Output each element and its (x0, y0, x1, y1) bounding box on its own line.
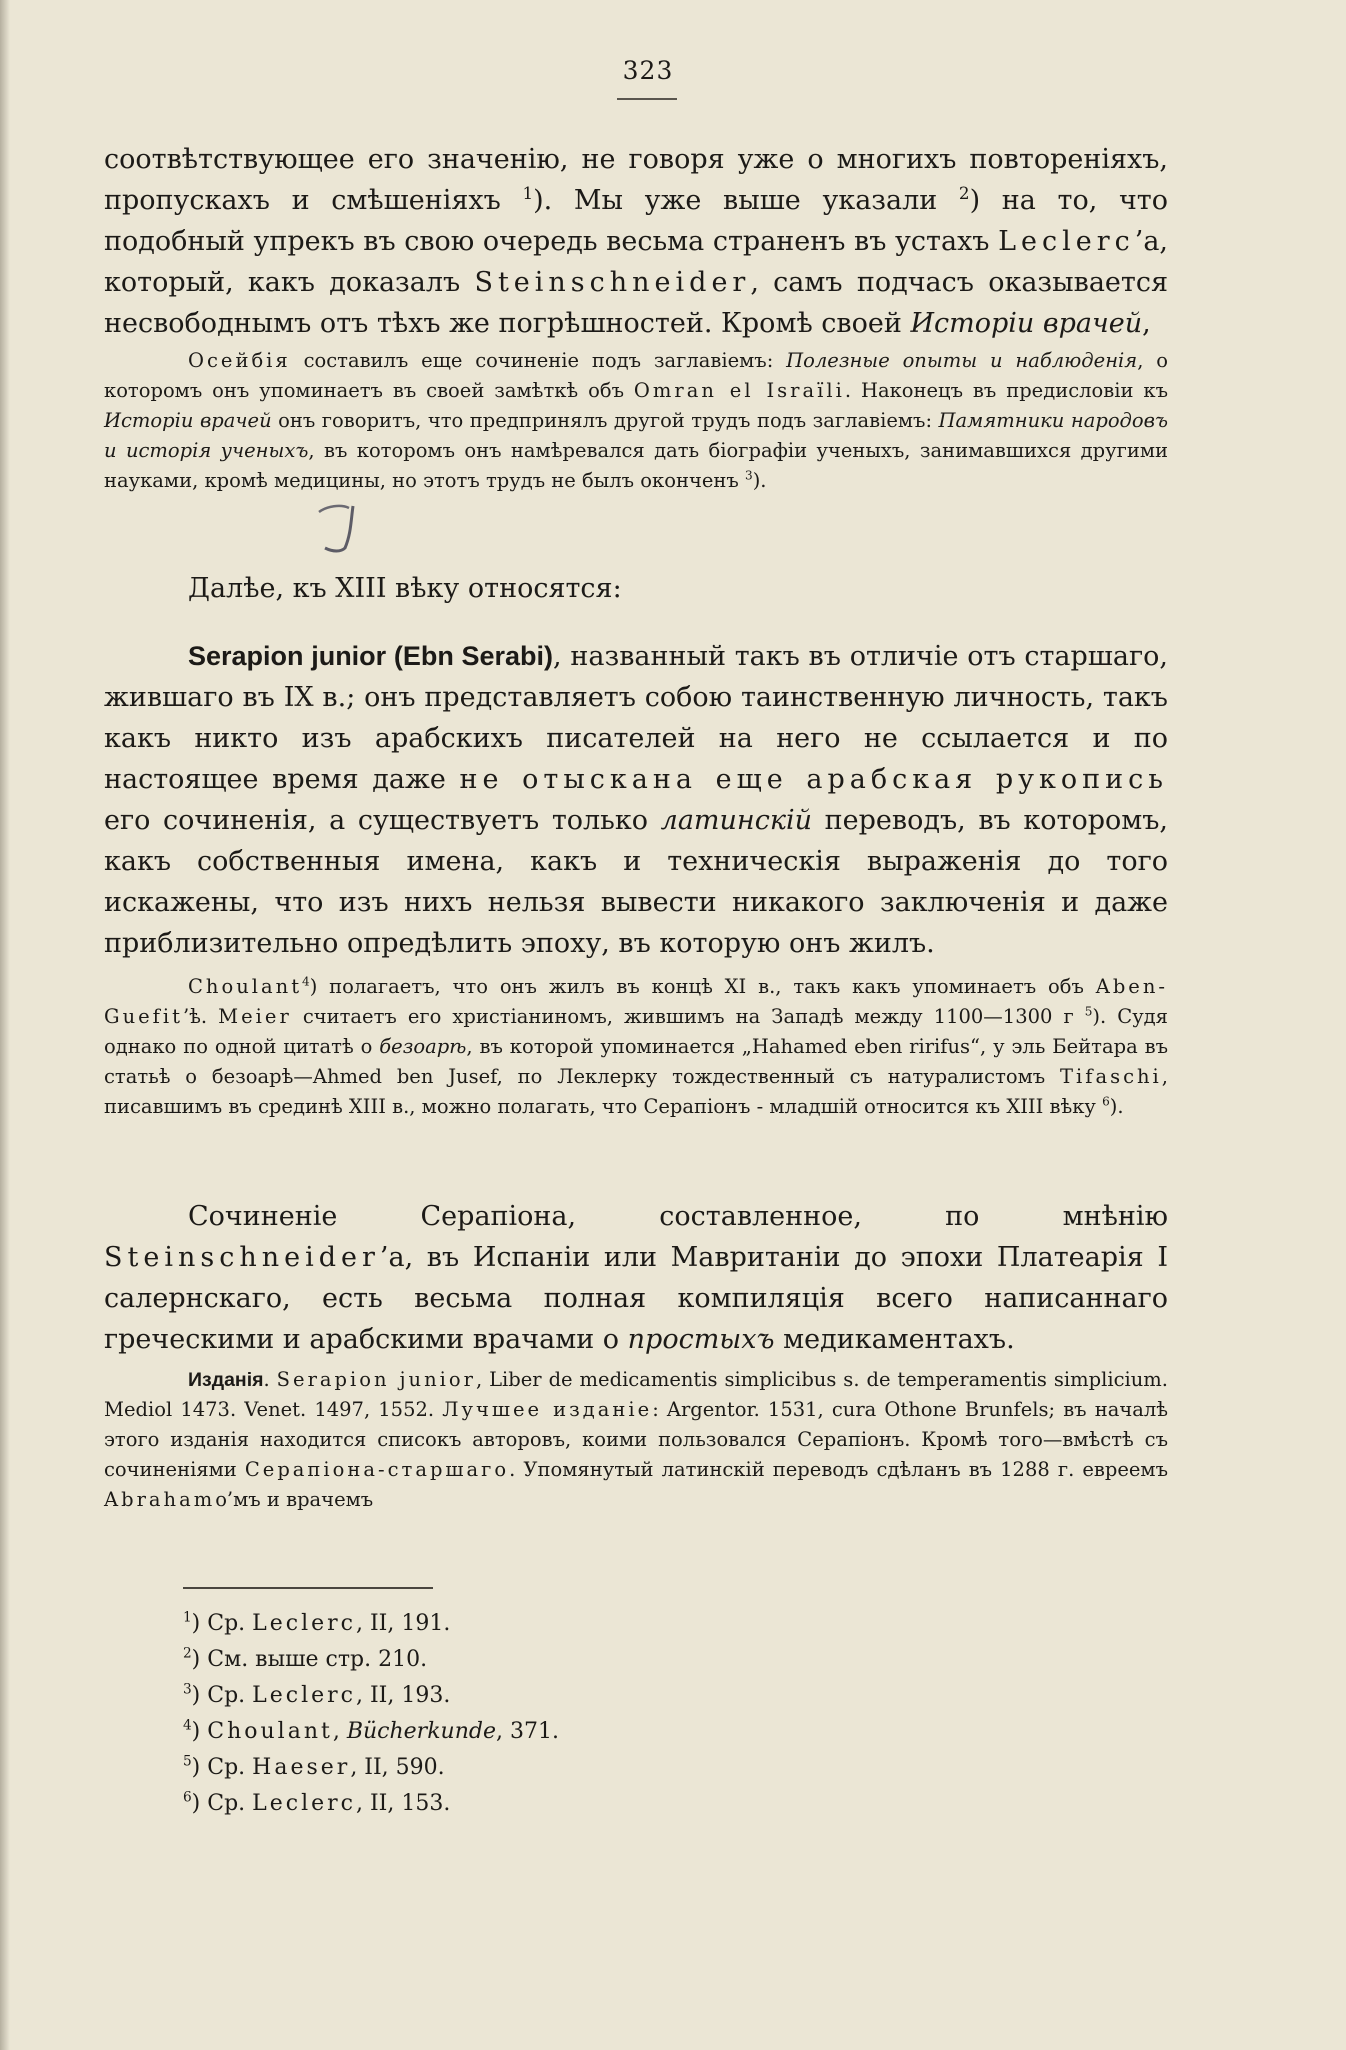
author-name: Leclerc (998, 226, 1135, 257)
author-name: Steinschneider (104, 1242, 380, 1273)
author-name: Steinschneider (474, 267, 751, 298)
footnotes (183, 1606, 883, 1822)
author-name: Осейбія (188, 349, 291, 372)
author-name: Tifaschi (1059, 1065, 1162, 1088)
footnote-separator (183, 1587, 433, 1589)
author-name: Serapion junior (276, 1368, 476, 1391)
footnote-item: $^3$) Ср. Leclerc, II, 193. (183, 1681, 451, 1708)
paragraph-small-oseibia: Осейбія составилъ еще сочиненіе подъ заглавіемъ: Полезные опыты и наблюденія, о которомъ онъ упоминаетъ въ своей замѣткѣ объ Omran el Israïli. Наконецъ въ предисловіи къ Исторіи врачей онъ говоритъ, что предпринялъ другой трудъ подъ заглавіемъ: Памятники народовъ и исторія ученыхъ, въ которомъ онъ намѣревался дать біографіи ученыхъ, занимавшихся другими науками, кромѣ медицины, но этотъ трудъ не былъ оконченъ $^3$). (104, 349, 1169, 492)
author-name: Omran el Israïli (633, 379, 845, 402)
emphasis-spaced: Серапіона-старшаго (244, 1458, 510, 1481)
emphasis-spaced: не отыскана еще арабская рукопись (459, 764, 1168, 795)
section-heading: Далѣе, къ XIII вѣку относятся: (188, 573, 622, 604)
paragraph-compilation: Сочиненіе Серапіона, составленное, по мнѣнію Steinschneider’а, въ Испаніи или Мавританіи до эпохи Платеарія I салернскаго, есть весьма полная компиляція всего написаннаго греческими и арабскими врачами о простыхъ медикаментахъ. (104, 1201, 1168, 1355)
editions-label: Изданія (188, 1369, 264, 1391)
footnote-item: $^4$) Choulant, Bücherkunde, 371. (183, 1717, 559, 1744)
footnote-item: $^5$) Ср. Haeser, II, 590. (183, 1753, 445, 1780)
book-title: Полезные опыты и наблюденія (786, 349, 1138, 372)
book-title: Исторіи врачей (910, 308, 1143, 339)
author-name: Abraham (104, 1488, 216, 1511)
footnote-ref: 2 (958, 183, 970, 203)
entry-name: Serapion junior (Ebn Serabi) (188, 641, 554, 671)
author-name: Choulant (188, 975, 303, 998)
page-edge-shadow (0, 0, 10, 2050)
footnote-ref: 1 (522, 183, 534, 203)
emphasis-italic: простыхъ (627, 1324, 775, 1355)
footnote-ref: 6 (1102, 1094, 1110, 1109)
page-number: 323 (622, 56, 674, 85)
paragraph-serapion: Serapion junior (Ebn Serabi), названный такъ въ отличіе отъ старшаго, жившаго въ IX в.; онъ представляетъ собою таинственную личность, такъ какъ никто изъ арабскихъ писателей на него не ссылается и по настоящее время даже не отыскана еще арабская рукопись его сочиненія, а существуетъ только латинскій переводъ, въ которомъ, какъ собственныя имена, какъ и техническія выраженія до того искажены, что изъ нихъ нельзя вывести никакого заключенія и даже приблизительно опредѣлить эпоху, въ которую онъ жилъ. (104, 641, 1168, 959)
footnote-item: $^2$) См. выше стр. 210. (183, 1645, 428, 1672)
page-number-underline (617, 98, 677, 100)
book-title: Памятники народовъ и исторія ученыхъ (104, 409, 1169, 462)
footnote-ref: 4 (302, 974, 310, 989)
footnote-ref: 5 (1084, 1004, 1093, 1019)
footnote-ref: 3 (745, 468, 753, 483)
emphasis-italic: безоарѣ (379, 1035, 467, 1058)
paragraph-editions: Изданія. Serapion junior, Liber de medicamentis simplicibus s. de temperamentis simplicium. Mediol 1473. Venet. 1497, 1552. Лучшее изданіе: Argentor. 1531, cura Othone Brunfels; въ началѣ этого изданія находится списокъ авторовъ, коими пользовался Серапіонъ. Кромѣ того—вмѣстѣ съ сочиненіями Серапіона-старшаго. Упомянутый латинскій переводъ сдѣланъ въ 1288 г. евреемъ Abrahamо’мъ и врачемъ (104, 1368, 1168, 1511)
footnote-item: $^6$) Ср. Leclerc, II, 153. (183, 1789, 451, 1816)
author-name: Aben-Guefit (104, 975, 1168, 1028)
pencil-mark-icon (315, 502, 363, 556)
author-name: Meier (218, 1005, 292, 1028)
footnote-item: $^1$) Ср. Leclerc, II, 191. (183, 1609, 451, 1636)
paragraph-small-choulant: Choulant$^4$) полагаетъ, что онъ жилъ въ концѣ XI в., такъ какъ упоминаетъ объ Aben-Guefit’ѣ. Meier считаетъ его христіаниномъ, жившимъ на Западѣ между 1100—1300 г $^5$). Судя однако по одной цитатѣ о безоарѣ, въ которой упоминается „Hahamed eben ririfus“, у эль Бейтара въ статьѣ о безоарѣ—Ahmed ben Jusef, по Леклерку тождественный съ натуралистомъ Tifaschi, писавшимъ въ срединѣ XIII в., можно полагать, что Серапіонъ - младшій относится къ XIII вѣку $^6$). (104, 974, 1168, 1118)
emphasis-spaced: Лучшее изданіе (442, 1398, 653, 1421)
paragraph-continuation: соотвѣтствующее его значенію, не говоря уже о многихъ повтореніяхъ, пропускахъ и смѣшеніяхъ $^1$). Мы уже выше указали $^2$) на то, что подобный упрекъ въ свою очередь весьма страненъ въ устахъ Leclerc’а, который, какъ доказалъ Steinschneider, самъ подчасъ оказывается несвободнымъ отъ тѣхъ же погрѣшностей. Кромѣ своей Исторіи врачей, (104, 144, 1168, 339)
book-title: Исторіи врачей (104, 409, 272, 432)
emphasis-italic: латинскій (660, 805, 812, 836)
